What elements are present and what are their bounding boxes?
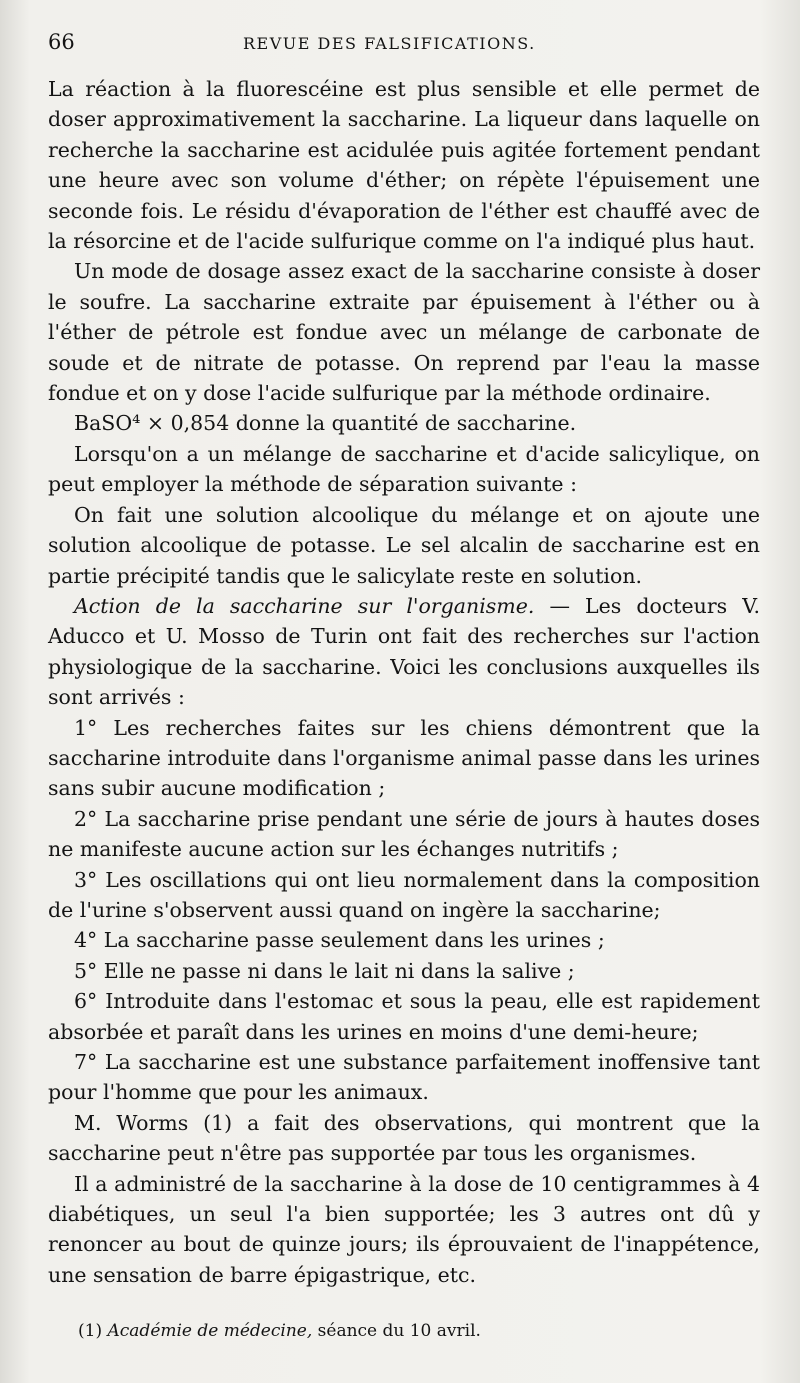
paragraph-text: On fait une solution alcoolique du mélange et on ajoute une solution alcoolique de potasse. Le sel alcalin de saccharine est en partie précipité tandis que le salicylate reste en solution. [48, 502, 760, 588]
paragraph-text: M. Worms (1) a fait des observations, qui montrent que la saccharine peut n'être pas supportée par tous les organismes. [48, 1110, 760, 1166]
paragraph [48, 500, 760, 591]
conclusion-item [48, 1047, 760, 1108]
paragraph [48, 439, 760, 500]
paragraph [48, 256, 760, 408]
paragraph-text: Lorsqu'on a un mélange de saccharine et d'acide salicylique, on peut employer la méthode de séparation suivante : [48, 441, 760, 497]
paragraph-text: — Les docteurs V. Aducco et U. Mosso de Turin ont fait des recherches sur l'action physiologique de la saccharine. Voici les conclusions auxquelles ils sont arrivés : [48, 593, 760, 710]
body-text [48, 74, 760, 1290]
paragraph-text: 2° La saccharine prise pendant une série de jours à hautes doses ne manifeste aucune action sur les échanges nutritifs ; [48, 806, 760, 862]
paragraph-text: 1° Les recherches faites sur les chiens démontrent que la saccharine introduite dans l'organisme animal passe dans les urines sans subir aucune modification ; [48, 715, 760, 801]
paragraph [48, 408, 760, 438]
running-title: REVUE DES FALSIFICATIONS. [243, 34, 536, 53]
paragraph-text: 6° Introduite dans l'estomac et sous la peau, elle est rapidement absorbée et paraît dans les urines en moins d'une demi-heure; [48, 989, 760, 1044]
paragraph [48, 591, 760, 713]
conclusion-item [48, 956, 760, 986]
conclusion-item [48, 865, 760, 926]
paragraph-text: Il a administré de la saccharine à la dose de 10 centigrammes à 4 diabétiques, un seul l'a bien supportée; les 3 autres ont dû y renoncer au bout de quinze jours; ils éprouvaient de l'inappétence, une sensation de barre épigastrique, etc. [48, 1171, 760, 1287]
paragraph [48, 74, 760, 256]
paragraph-text: 4° La saccharine passe seulement dans les urines ; [74, 928, 605, 953]
page-header [48, 30, 760, 74]
paragraph-text: Un mode de dosage assez exact de la saccharine consiste à doser le soufre. La saccharine extraite par épuisement à l'éther ou à l'éther de pétrole est fondue avec un mélange de carbonate de soude et de nitrate de potasse. On reprend par l'eau la masse fondue et on y dose l'acide sulfurique par la méthode ordinaire. [48, 259, 760, 406]
footnote-marker: (1) [78, 1321, 103, 1342]
paragraph-text: 3° Les oscillations qui ont lieu normalement dans la composition de l'urine s'observent aussi quand on ingère la saccharine; [48, 867, 760, 922]
paragraph [48, 1169, 760, 1291]
paragraph [48, 1108, 760, 1169]
formula-line: BaSO⁴ × 0,854 donne la quantité de saccharine. [74, 411, 577, 436]
footnote-source: Académie de médecine, [107, 1321, 313, 1342]
page-number: 66 [48, 30, 75, 54]
conclusion-item [48, 925, 760, 955]
paragraph-text: 7° La saccharine est une substance parfaitement inoffensive tant pour l'homme que pour les animaux. [48, 1050, 760, 1105]
paragraph-text: La réaction à la fluorescéine est plus sensible et elle permet de doser approximativement la saccharine. La liqueur dans laquelle on recherche la saccharine est acidulée puis agitée fortement pendant une heure avec son volume d'éther; on répète l'épuisement une seconde fois. Le résidu d'évaporation de l'éther est chauffé avec de la résorcine et de l'acide sulfurique comme on l'a indiqué plus haut. [48, 77, 760, 254]
conclusion-item [48, 986, 760, 1047]
footnote [48, 1318, 760, 1344]
conclusion-item [48, 804, 760, 865]
section-title: Action de la saccharine sur l'organisme. [74, 593, 535, 618]
footnote-text: séance du 10 avril. [317, 1321, 481, 1342]
paragraph-text: 5° Elle ne passe ni dans le lait ni dans la salive ; [74, 958, 575, 983]
conclusion-item [48, 713, 760, 804]
